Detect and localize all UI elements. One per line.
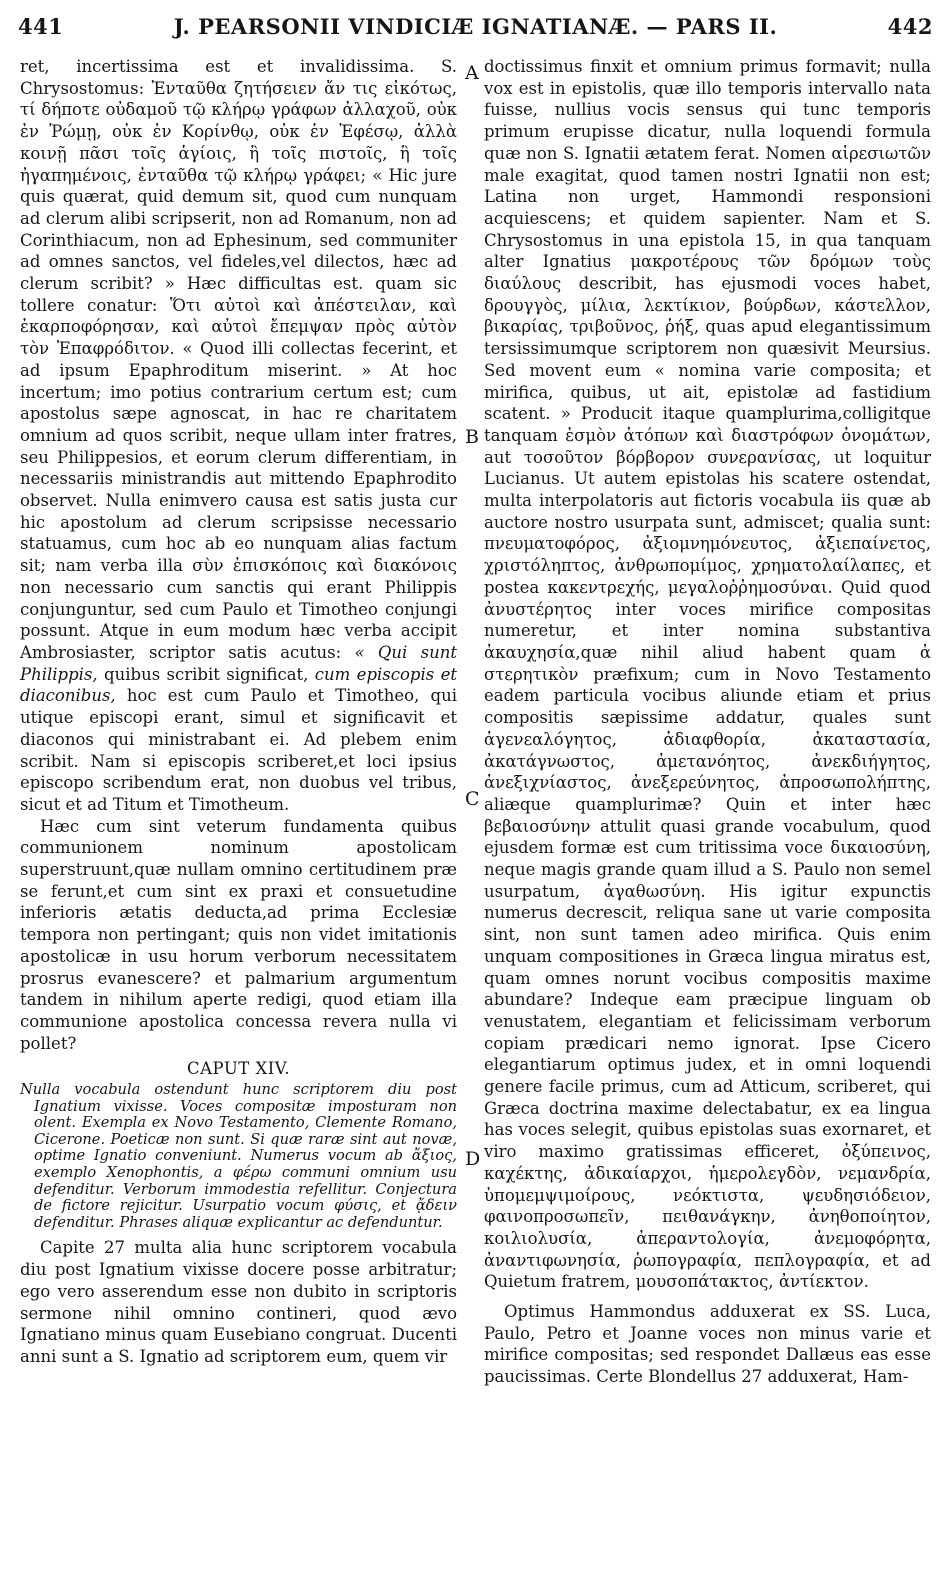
page-number-right: 442 xyxy=(887,14,933,39)
running-header xyxy=(18,14,933,44)
page-number-left: 441 xyxy=(18,14,64,39)
quote: cum episcopis et diaconibus, xyxy=(20,664,457,706)
paragraph-text: ret, incertissima est et invalidissima. S. Chrysostomus: Ἐνταῦθα ζητήσειεν ἄν τις εἰκότως, τί δήποτε οὐδαμοῦ τῷ κλήρῳ γράφων ἀλλαχοῦ, οὐκ ἐν Ῥώμῃ, οὐκ ἐν Κορίνθῳ, οὐκ ἐν Ἐφέσῳ, ἀλλὰ κοινῇ πᾶσι τοῖς ἁγίοις, ἢ τοῖς πιστοῖς, ἢ τοῖς ἠγαπημένοις, ἐνταῦθα τῷ κλήρῳ γράφει; « Hic jure quis quærat, quid demum sit, quod cum nunquam ad clerum alibi scripserit, non ad Romanum, non ad Corinthiacum, non ad Ephesinum, sed communiter ad omnes sanctos, vel fideles,vel dilectos, hæc ad clerum scribit? » Hæc difficultas est. quam sic tollere conatur: Ὅτι αὐτοὶ καὶ ἀπέστειλαν, καὶ ἐκαρποφόρησαν, καὶ αὐτοὶ ἔπεμψαν πρὸς αὐτὸν τὸν Ἐπαφρόδιτον. « Quod illi collectas fecerint, et ad ipsum Epaphroditum miserint. » At hoc incertum; imo potius contrarium certum est; cum apostolus sæpe agnoscat, in hac re charitatem omnium ad quos scribit, neque ullam inter fratres, seu Philippesios, et eorum clerum differentiam, in necessariis ministrandis aut mittendo Epaphrodito observet. Nulla enimvero causa est satis justa cur hic apostolum ad clerum scripsisse necessario statuamus, cum hoc ab eo nunquam alias factum sit; nam verba illa σὺν ἐπισκόποις καὶ διακόνοις non necessario cum sanctis qui erant Philippis conjunguntur, sed cum Paulo et Timotheo conjungi possunt. Atque in eum modum hæc verba accipit Ambrosiaster, scriptor satis acutus: xyxy=(20,57,457,662)
paragraph-text: quibus scribit significat, xyxy=(97,664,315,684)
running-title: J. PEARSONII VINDICIÆ IGNATIANÆ. — PARS II. xyxy=(173,14,778,39)
chapter-summary: Nulla vocabula ostendunt hunc scriptorem diu post Ignatium vixisse. Voces compositæ imposturam non olent. Exempla ex Novo Testamento, Clemente Romano, Cicerone. Poeticæ non sunt. Si quæ raræ sint aut novæ, optime Ignatio conveniunt. Numerus vocum ab ἄξιος, exemplo Xenophontis, a φέρω communi omnium usu defenditur. Verborum immodestia refellitur. Conjectura de fictore rejicitur. Usurpatio vocum φύσις, et ᾄδειν defenditur. Phrases aliquæ explicantur ac defenduntur. xyxy=(20,1081,457,1231)
chapter-heading: CAPUT XIV. xyxy=(186,1059,291,1079)
right-column xyxy=(484,56,931,1388)
paragraph: Optimus Hammondus adduxerat ex SS. Luca, Paulo, Petro et Joanne voces non minus varie et mirifice compositas; sed respondet Dallæus eas esse paucissimas. Certe Blondellus 27 adduxerat, Ham- xyxy=(484,1302,931,1387)
margin-letter-d: D xyxy=(465,1148,481,1170)
paragraph xyxy=(20,56,457,816)
margin-letter-c: C xyxy=(465,788,480,810)
paragraph-text: hoc est cum Paulo et Timotheo, qui utique episcopi erant, simul et significavit et diaconos qui ministrabant ei. Ad plebem enim scribit. Nam si episcopis scriberet,et loci ipsius episcopo scribendum erat, non duobus vel tribus, sicut et ad Titum et Timotheum. xyxy=(20,686,457,814)
paragraph: Capite 27 multa alia hunc scriptorem vocabula diu post Ignatium vixisse docere posse arbitratur; ego vero asserendum esse non dubito in scriptoris sermone nihil omnino contineri, quod ævo Ignatiano minus quam Eusebiano congruat. Ducenti anni sunt a S. Ignatio ad scriptorem eum, quem vir xyxy=(20,1238,457,1366)
left-column xyxy=(20,56,457,1368)
paragraph: doctissimus finxit et omnium primus formavit; nulla vox est in epistolis, quæ illo temporis intervallo nata fuisse, nullius vocis sensus qui tunc temporis primum erupisse dicatur, nulla loquendi formula quæ non S. Ignatii ætatem ferat. Nomen αἱρεσιωτῶν male exagitat, quod tamen nostri Ignatii non est; Latina non urget, Hammondi responsioni acquiescens; et quidem sapienter. Nam et S. Chrysostomus in una epistola 15, in qua tanquam alter Ignatius μακροτέρους τῶν δρόμων τοὺς διαύλους describit, has ejusmodi voces habet, δρουγγὸς, μίλια, λεκτίκιον, βούρδων, κάστελλον, βικαρίας, τριβοῦνος, ῥήξ, quas apud elegantissimum tersissimumque scriptorem non quæsivit Meursius. Sed movent eum « nomina varie composita; et mirifica, quibus, ut ait, epistolæ ad fastidium scatent. » Producit itaque quamplurima,colligitque tanquam ἑσμὸν ἀτόπων καὶ διαστρόφων ὀνομάτων, aut τοσοῦτον βόρβορον συνερανίσας, ut loquitur Lucianus. Ut autem epistolas his scatere ostendat, multa interpolatoris aut fictoris vocabula iis quæ ab auctore nostro usurpata sunt, admiscet; qualia sunt: πνευματοφόρος, ἀξιομνημόνευτος, ἀξιεπαίνετος, χριστόληπτος, ἀνθρωπομίμος, χρηματολαίλαπες, et postea κακεντρεχής, μεγαλοῤῥημοσύναι. Quid quod ἀνυστέρητος inter voces mirifice compositas numeretur, et inter nomina substantiva ἀκαυχησία,quæ nihil aliud habent quam ἀ στερητικὸν præfixum; cum in Novo Testamento eadem particula vocibus aliunde etiam et prius compositis sæpissime addatur, quales sunt ἀγενεαλόγητος, ἀδιαφθορία, ἀκαταστασία, ἀκατάγνωστος, ἀμετανόητος, ἀνεκδιήγητος, ἀνεξιχνίαστος, ἀνεξερεύνητος, ἀπροσωπολήπτης, aliæque quamplurimæ? Quin et inter hæc βεβαιοσύνην attulit quasi grande vocabulum, quod ejusdem formæ est cum tritissima voce δικαιοσύνη, neque magis grande quam illud a S. Paulo non semel usurpatum, ἀγαθωσύνη. His igitur expunctis numerus decrescit, reliqua sane ut varie composita sint, non sunt tamen adeo mirifica. Quis enim unquam compositiones in Græca lingua miratus est, quam omnes norunt vocibus compositis maxime abundare? Indeque eam præcipue linguam ob venustatem, elegantiam et felicissimam verborum copiam prædicari nemo ignorat. Ipse Cicero elegantiarum optimus judex, et in omni loquendi genere facile primus, cum ad Atticum, scriberet, qui Græca doctrina maxime delectabatur, ex ea lingua has voces selegit, quibus epistolas suas exornaret, et viro maximo gratissimas efficeret, ὀξύπεινος, καχέκτης, ἀδικαίαρχοι, ἡμερολεγδὸν, νεμανδρία, ὑπομεμψιμοίρους, νεόκτιστα, ψευδησιόδειον, φαινοπροσωπεῖν, πειθανάγκην, ἀνηθοποίητον, κοιλιολυσία, ἀπεραντολογία, ἀνεμοφόρητα, ἀναντιφωνησία, ῥωπογραφία, πεπλογραφία, et ad Quietum fratrem, μουσοπάτακτος, ἀντίεκτον. xyxy=(484,57,931,1292)
margin-letter-b: B xyxy=(465,426,479,448)
margin-letter-a: A xyxy=(465,62,479,84)
paragraph: Hæc cum sint veterum fundamenta quibus communionem nominum apostolicam superstruunt,quæ nullam omnino certitudinem præ se ferunt,et cum sint ex praxi et consuetudine inferioris ætatis deducta,ad prima Ecclesiæ tempora non pertingant; quis non videt imitationis apostolicæ in usu horum verborum necessitatem prosrus evanescere? et palmarium argumentum tandem in nihilum aperte redigi, quod etiam illa communione apostolica concessa revera nulla vi pollet? xyxy=(20,816,457,1053)
quote: « Qui sunt Philippis, xyxy=(20,642,457,684)
